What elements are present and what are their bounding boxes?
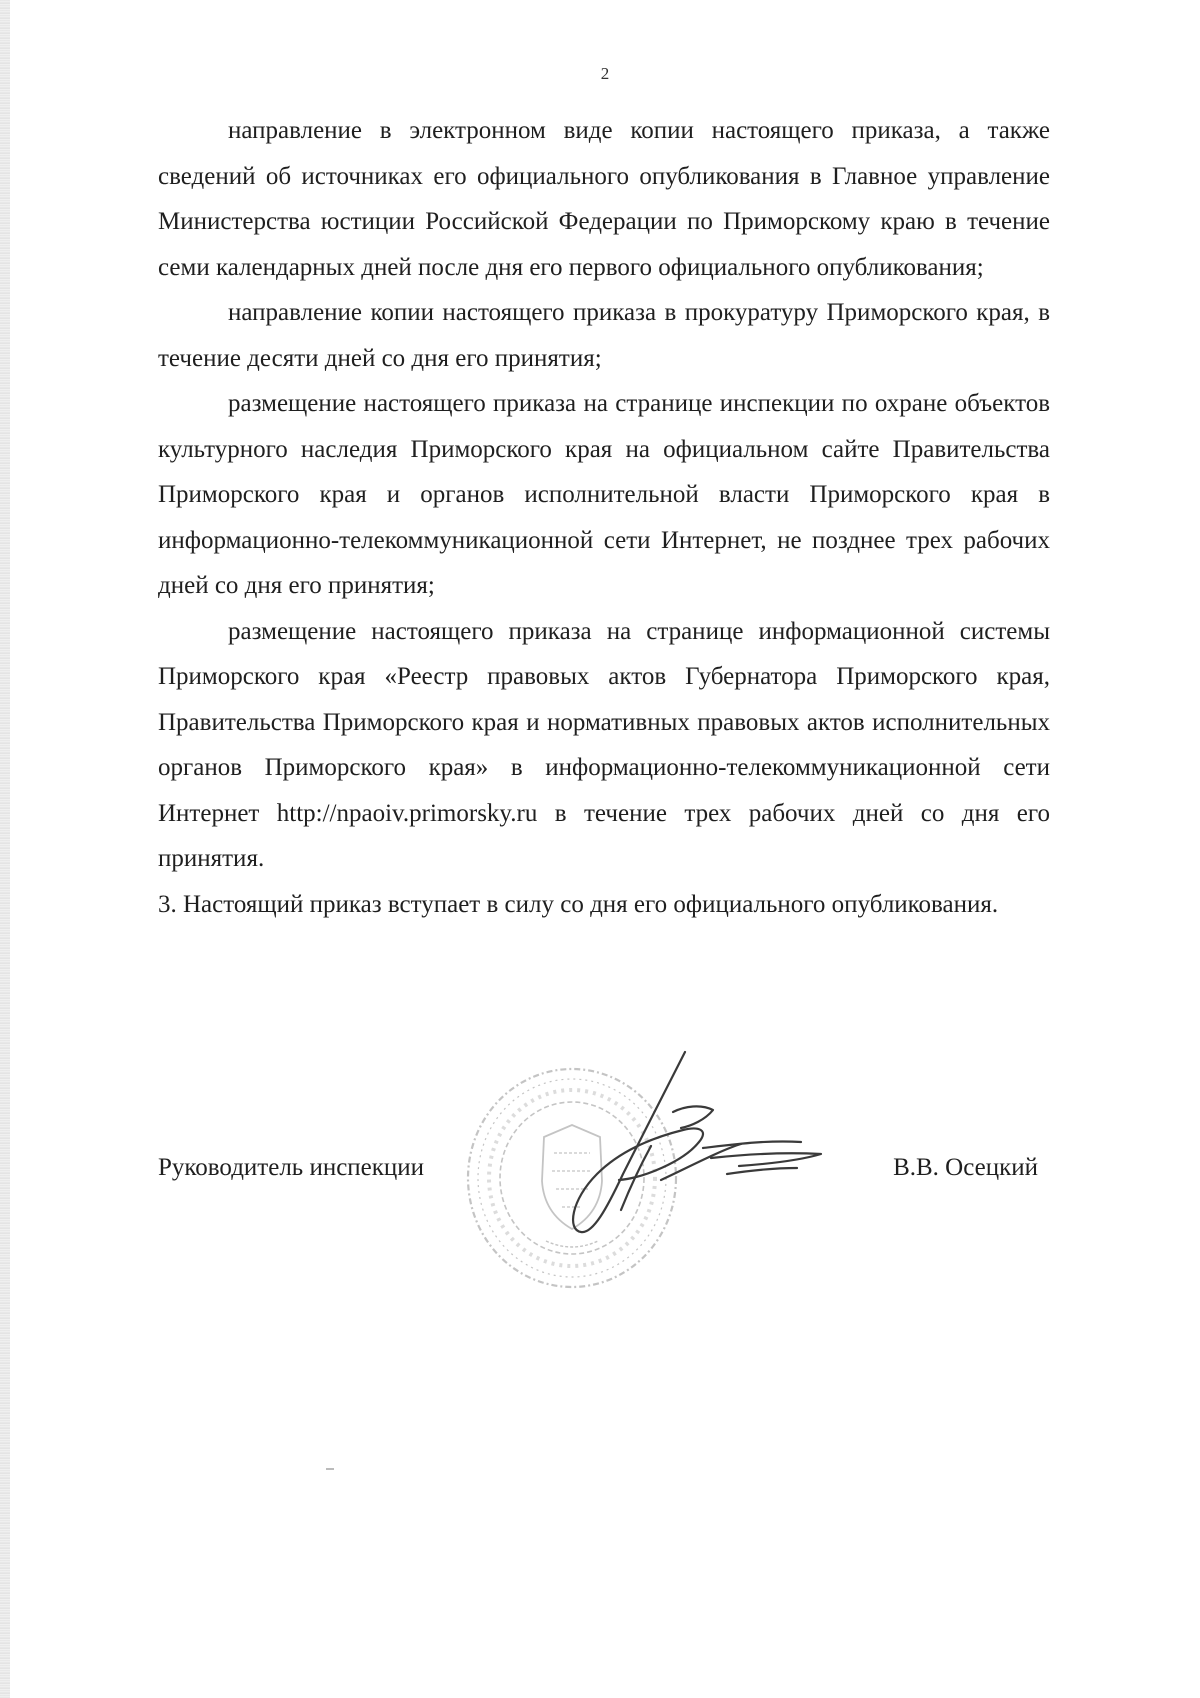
page-number: 2 [600,64,610,83]
signer-title: Руководитель инспекции [158,1154,425,1181]
paragraph-submission-ministry: направление в электронном виде копии настоящего приказа, а также сведений об источниках его официального опубликования в Главное управление Министерства юстиции Российской Федерации по Приморскому краю в течение семи календарных дней после дня его первого официального опубликования; [158,117,1050,281]
document-body [158,108,1050,927]
paragraph-submission-prosecutor: направление копии настоящего приказа в прокуратуру Приморского края, в течение десяти дней со дня его принятия; [158,299,1050,372]
scan-artifact-mark [326,1468,334,1470]
handwritten-signature [515,1050,845,1245]
signer-name: В.В. Осецкий [893,1154,1038,1181]
scan-edge-artifact [0,0,10,1698]
clause-3-effective-date: 3. Настоящий приказ вступает в силу со дня его официального опубликования. [158,890,999,918]
paragraph-publication-website: размещение настоящего приказа на странице инспекции по охране объектов культурного наследия Приморского края на официальном сайте Правительства Приморского края и органов исполнительной власти Приморского края в информационно-телекоммуникационной сети Интернет, не позднее трех рабочих дней со дня его принятия; [158,390,1050,599]
paragraph-publication-registry: размещение настоящего приказа на странице информационной системы Приморского края «Реестр правовых актов Губернатора Приморского края, Правительства Приморского края и нормативных правовых актов исполнительных органов Приморского края» в информационно-телекоммуникационной сети Интернет http://npaoiv.primorsky.ru в течение трех рабочих дней со дня его принятия. [158,617,1050,872]
